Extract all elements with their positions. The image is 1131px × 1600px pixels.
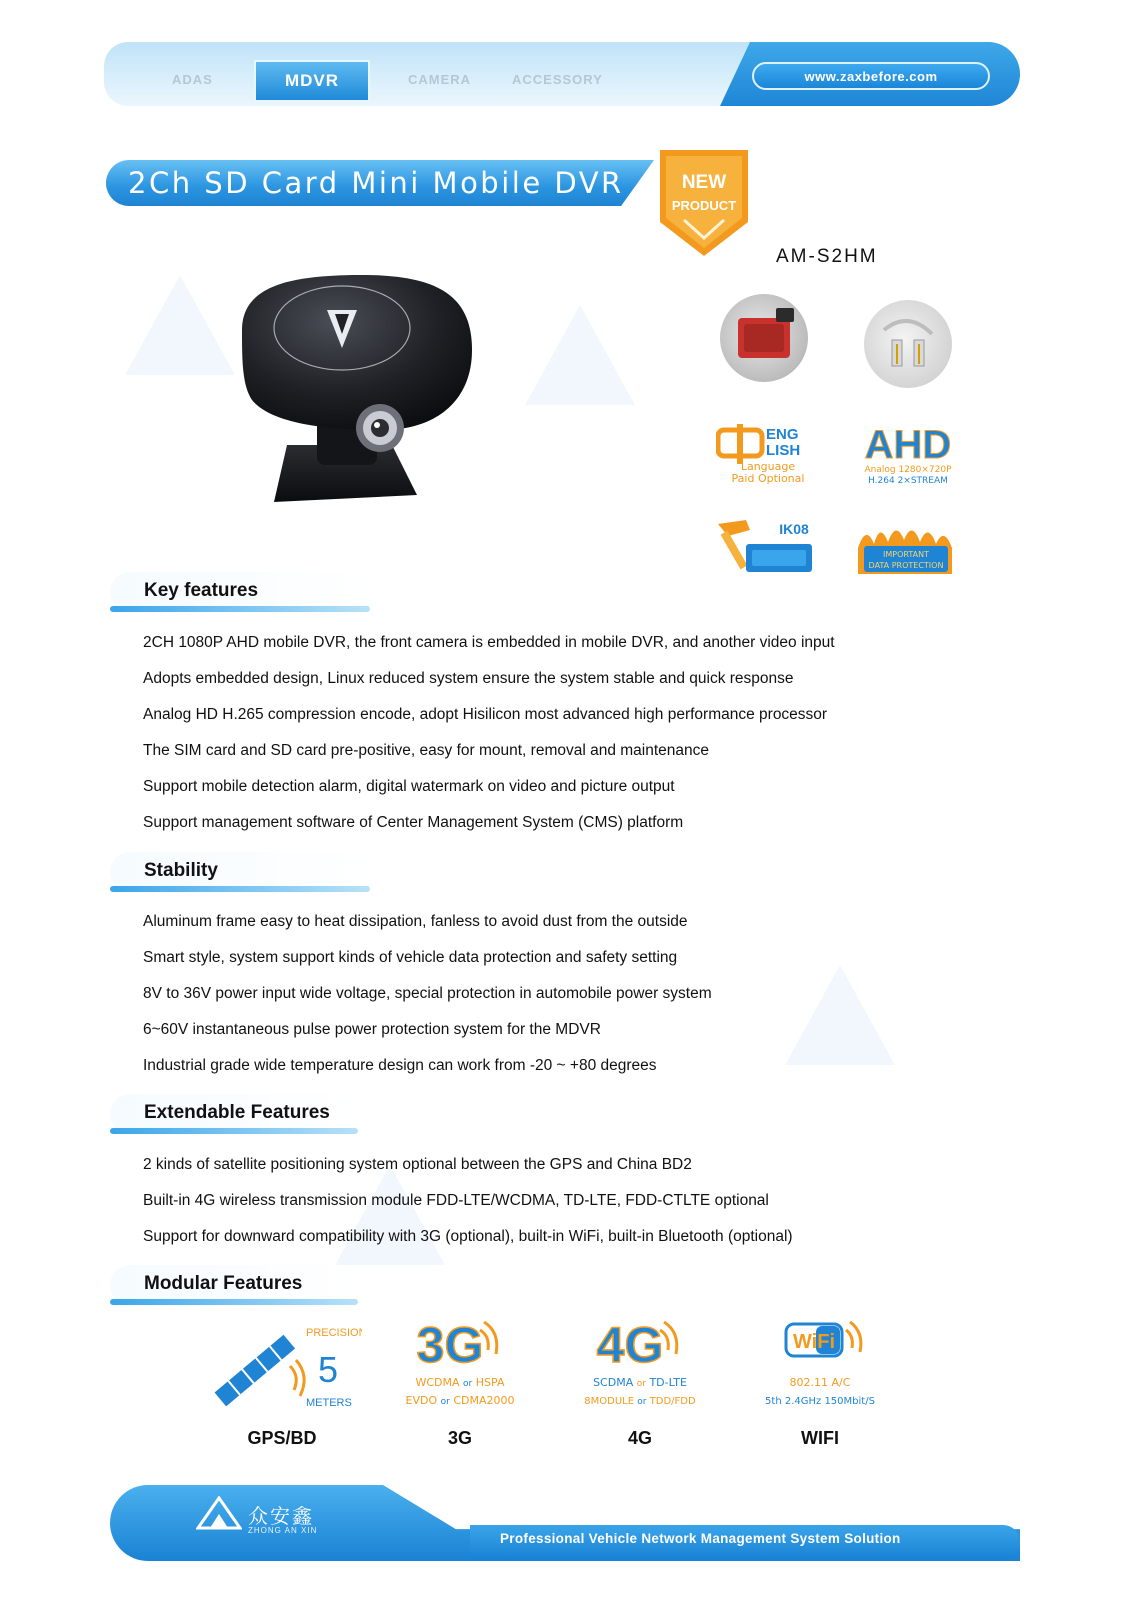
3g-spec-part: HSPA: [475, 1376, 505, 1389]
section-title: Key features: [144, 580, 259, 601]
list-item: 2CH 1080P AHD mobile DVR, the front camera is embedded in mobile DVR, and another video input: [143, 634, 835, 651]
section-title: Stability: [144, 860, 218, 881]
module-wifi: [740, 1310, 900, 1450]
ik08-label: IK08: [779, 521, 809, 537]
svg-text:8MODULE or TDD/FDD: [584, 1396, 696, 1407]
product-image: [232, 270, 482, 520]
ahd-caption-2: H.264 2×STREAM: [868, 476, 948, 484]
data-protection-icon: [856, 518, 956, 576]
module-label: GPS/BD: [247, 1428, 317, 1448]
language-icon-caption-2: Paid Optional: [731, 472, 805, 484]
list-item: Industrial grade wide temperature design can work from -20 ~ +80 degrees: [143, 1057, 657, 1074]
key-features-list: [143, 633, 835, 849]
accessory-photo-cable: [864, 300, 952, 388]
4g-spec-part: TD-LTE: [649, 1376, 687, 1389]
extendable-list: [143, 1155, 793, 1263]
3g-spec-part: or: [440, 1397, 450, 1407]
new-product-badge: [658, 150, 750, 258]
watermark-logo: [520, 300, 640, 410]
module-label: 4G: [627, 1428, 652, 1448]
nav-tab-mdvr[interactable]: MDVR: [254, 60, 370, 102]
ahd-icon: [856, 422, 966, 484]
language-icon-mid-text: LISH: [766, 442, 801, 459]
wifi-icon: [740, 1310, 900, 1422]
section-header-stability: [110, 852, 370, 892]
section-title: Extendable Features: [144, 1102, 330, 1123]
section-header-modular: [110, 1265, 358, 1305]
list-item: Support for downward compatibility with 3G (optional), built-in WiFi, built-in Bluetooth (optional): [143, 1228, 793, 1245]
model-number: AM-S2HM: [776, 246, 878, 267]
gps-precision-label: PRECISION: [306, 1327, 362, 1339]
watermark-logo: [780, 960, 900, 1070]
list-item: Analog HD H.265 compression encode, adopt Hisilicon most advanced high performance processor: [143, 706, 828, 723]
badge-new-text: NEW: [681, 172, 727, 193]
4g-spec-part: or: [636, 1379, 646, 1389]
module-4g: [560, 1310, 720, 1450]
module-label: 3G: [447, 1428, 472, 1448]
footer-slogan: Professional Vehicle Network Management System Solution: [500, 1531, 901, 1546]
module-label: WIFI: [801, 1428, 839, 1448]
nav-tab-accessory[interactable]: ACCESSORY: [512, 72, 603, 87]
ik08-hammer-icon: [716, 518, 816, 576]
3g-icon: [380, 1310, 540, 1422]
list-item: Support mobile detection alarm, digital watermark on video and picture output: [143, 778, 675, 795]
satellite-icon: [202, 1310, 362, 1422]
data-protection-caption: IMPORTANT: [883, 550, 929, 559]
svg-text:EVDO or CDMA2000: [406, 1394, 515, 1407]
3g-spec-part: CDMA2000: [453, 1394, 515, 1407]
list-item: The SIM card and SD card pre-positive, easy for mount, removal and maintenance: [143, 742, 710, 759]
section-header-key-features: [110, 572, 370, 612]
ahd-logo-text: AHD: [864, 423, 952, 467]
stability-list: [143, 912, 712, 1092]
module-gps-bd: [202, 1310, 362, 1450]
list-item: 6~60V instantaneous pulse power protection system for the MDVR: [143, 1021, 601, 1038]
nav-tab-adas[interactable]: ADAS: [172, 72, 213, 87]
list-item: 2 kinds of satellite positioning system optional between the GPS and China BD2: [143, 1156, 692, 1173]
page-title: 2Ch SD Card Mini Mobile DVR: [128, 166, 624, 200]
4g-spec-part: SCDMA: [593, 1376, 634, 1389]
list-item: Support management software of Center Management System (CMS) platform: [143, 814, 684, 831]
data-protection-caption-2: DATA PROTECTION: [868, 561, 944, 570]
3g-spec-part: WCDMA: [415, 1376, 460, 1389]
4g-icon: [560, 1310, 720, 1422]
svg-text:SCDMA or TD-LTE: [593, 1376, 687, 1389]
language-icon-top-text: ENG: [766, 426, 799, 443]
watermark-logo: [120, 270, 240, 380]
ahd-caption: Analog 1280×720P: [864, 465, 952, 475]
company-brand: 众安鑫: [248, 1504, 314, 1528]
section-header-extendable: [110, 1094, 358, 1134]
3g-spec-part: or: [463, 1379, 473, 1389]
nav-tab-camera[interactable]: CAMERA: [408, 72, 472, 87]
list-item: Adopts embedded design, Linux reduced system ensure the system stable and quick response: [143, 670, 794, 687]
wifi-spec-1: 802.11 A/C: [789, 1376, 851, 1389]
list-item: Aluminum frame easy to heat dissipation, fanless to avoid dust from the outside: [143, 913, 688, 930]
4g-spec-part: TDD/FDD: [649, 1396, 696, 1407]
module-3g: [380, 1310, 540, 1450]
language-icon: [716, 424, 826, 484]
list-item: Built-in 4G wireless transmission module FDD-LTE/WCDMA, TD-LTE, FDD-CTLTE optional: [143, 1192, 769, 1209]
4g-spec-part: 8MODULE: [584, 1396, 635, 1407]
website-url-link[interactable]: www.zaxbefore.com: [752, 62, 990, 90]
wifi-logo-text: WiFi: [792, 1331, 836, 1353]
gps-precision-value: 5: [318, 1349, 339, 1390]
gps-precision-unit: METERS: [306, 1397, 352, 1409]
company-logo-icon: [196, 1496, 242, 1530]
wifi-spec-2: 5th 2.4GHz 150Mbit/S: [765, 1396, 875, 1407]
accessory-photo-mount: [720, 294, 808, 382]
svg-text:WCDMA or HSPA: [416, 1376, 505, 1389]
4g-logo-text: 4G: [596, 1317, 664, 1373]
badge-product-text: PRODUCT: [671, 198, 737, 213]
4g-spec-part: or: [637, 1397, 647, 1407]
section-title: Modular Features: [144, 1273, 303, 1294]
list-item: Smart style, system support kinds of vehicle data protection and safety setting: [143, 949, 678, 966]
list-item: 8V to 36V power input wide voltage, special protection in automobile power system: [143, 985, 712, 1002]
company-brand-pinyin: ZHONG AN XIN: [248, 1526, 318, 1535]
3g-spec-part: EVDO: [405, 1394, 438, 1407]
3g-logo-text: 3G: [416, 1317, 484, 1373]
language-icon-caption: Language: [740, 460, 796, 473]
